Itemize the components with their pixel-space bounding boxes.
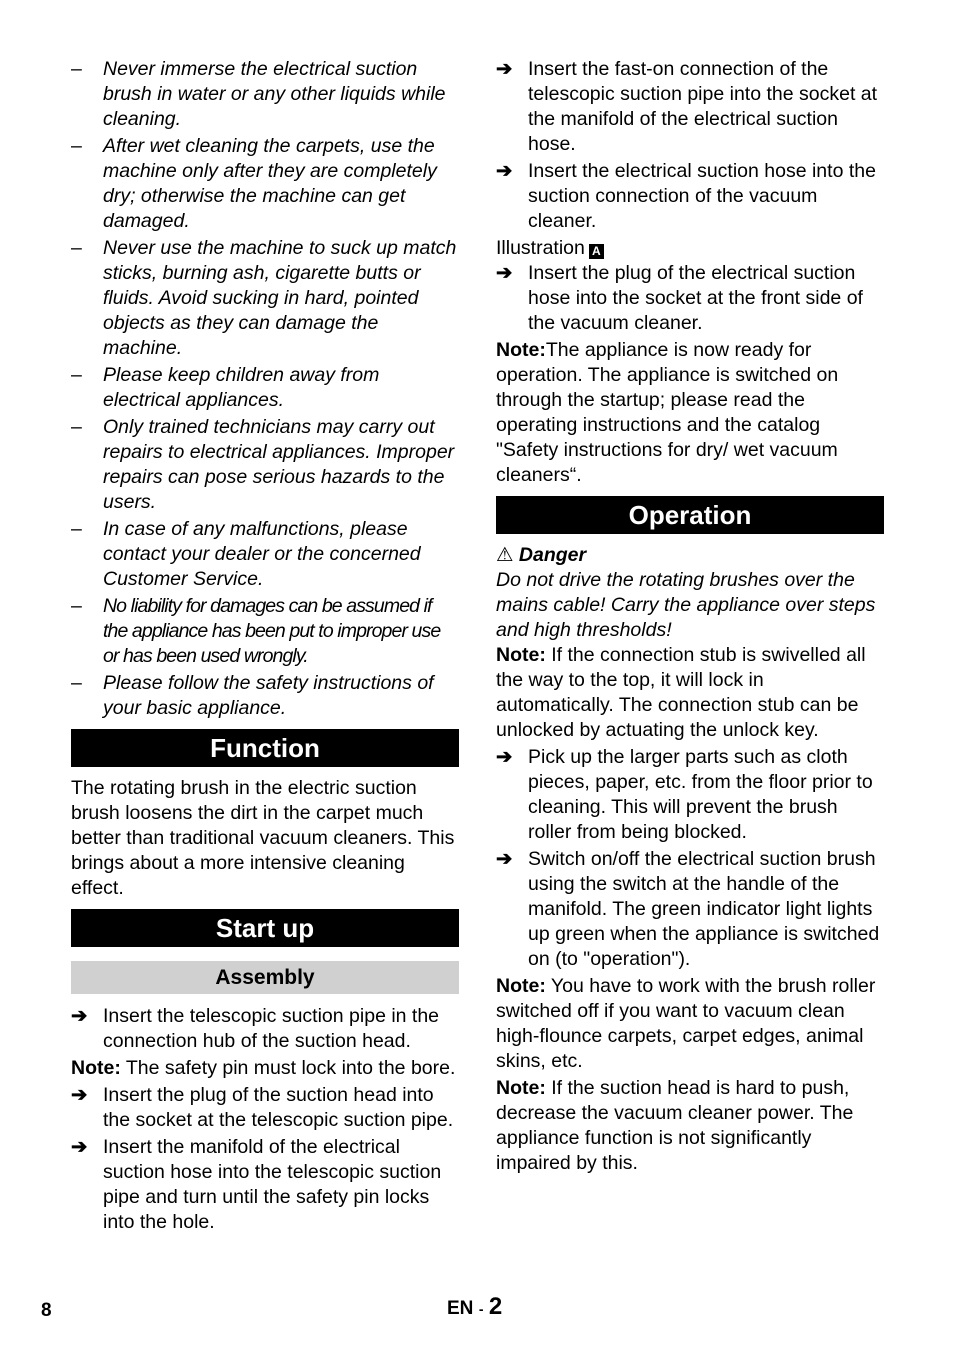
step-item: ➔ Insert the telescopic suction pipe in the connection hub of the suction head. — [71, 1005, 440, 1052]
safety-item: – Please follow the safety instructions of your basic appliance. — [71, 672, 434, 719]
step-item: ➔ Insert the plug of the suction head into the socket at the telescopic suction pipe. — [71, 1084, 454, 1131]
note: Note: If the connection stub is swivelled all the way to the top, it will lock in automatically. The connection stub can be unlocked by actuating the unlock key. — [496, 644, 866, 741]
operation-heading: Operation — [496, 496, 884, 534]
note: Note: If the suction head is hard to push, decrease the vacuum cleaner power. The appliance function is not significantly impaired by this. — [496, 1077, 854, 1174]
step-item: ➔ Insert the fast-on connection of the telescopic suction pipe into the socket at the manifold of the electrical suction hose. — [496, 58, 878, 155]
step-item: ➔ Pick up the larger parts such as cloth pieces, paper, etc. from the floor prior to cleaning. This will prevent the brush roller from being blocked. — [496, 746, 873, 843]
step-item: ➔ Insert the electrical suction hose into the suction connection of the vacuum cleaner. — [496, 160, 876, 232]
safety-item: – Never use the machine to suck up match sticks, burning ash, cigarette butts or fluids. Avoid sucking in hard, pointed objects as they can damage the machine. — [71, 237, 457, 359]
arrow-icon: ➔ — [71, 1005, 88, 1027]
arrow-icon: ➔ — [496, 160, 513, 182]
arrow-icon: ➔ — [71, 1084, 88, 1106]
arrow-icon: ➔ — [496, 848, 513, 870]
arrow-icon: ➔ — [496, 746, 513, 768]
right-column — [496, 57, 884, 1178]
arrow-icon: ➔ — [496, 262, 513, 284]
dash-icon: – — [71, 518, 82, 540]
note: Note:The appliance is now ready for operation. The appliance is switched on through the startup; please read the operating instructions and the catalog "Safety instructions for dry/ wet vacuum cleaners“. — [496, 339, 839, 486]
warning-icon: ⚠ — [496, 544, 514, 566]
section-label: EN - 2 — [447, 1293, 503, 1320]
dash-icon: – — [71, 237, 82, 259]
dash-icon: – — [71, 672, 82, 694]
arrow-icon: ➔ — [71, 1136, 88, 1158]
note: Note: You have to work with the brush roller switched off if you want to vacuum clean high-flounce carpets, carpet edges, animal skins, etc. — [496, 975, 876, 1072]
safety-item: – In case of any malfunctions, please contact your dealer or the concerned Customer Service. — [71, 518, 421, 590]
safety-item: – Only trained technicians may carry out repairs to electrical appliances. Improper repairs can pose serious hazards to the users. — [71, 416, 455, 513]
danger-title: ⚠ Danger — [496, 544, 587, 566]
dash-icon: – — [71, 135, 82, 157]
arrow-icon: ➔ — [496, 58, 513, 80]
illustration-badge: A — [589, 244, 604, 259]
step-item: ➔ Insert the plug of the electrical suction hose into the socket at the front side of the vacuum cleaner. — [496, 262, 863, 334]
dash-icon: – — [71, 364, 82, 386]
assembly-heading: Assembly — [71, 961, 459, 994]
page-number: 8 — [41, 1300, 52, 1321]
left-column — [71, 57, 459, 1237]
dash-icon: – — [71, 595, 82, 617]
dash-icon: – — [71, 416, 82, 438]
step-item: ➔ Switch on/off the electrical suction brush using the switch at the handle of the manifold. The green indicator light lights up green when the appliance is switched on (to "operation"). — [496, 848, 880, 970]
safety-item: – Never immerse the electrical suction brush in water or any other liquids while cleaning. — [71, 58, 446, 130]
startup-heading: Start up — [71, 909, 459, 947]
danger-text: Do not drive the rotating brushes over the mains cable! Carry the appliance over steps and high thresholds! — [496, 569, 876, 641]
safety-item: – No liability for damages can be assumed if the appliance has been put to improper use or has been used wrongly. — [71, 595, 441, 667]
safety-item: – Please keep children away from electrical appliances. — [71, 364, 380, 411]
safety-item: – After wet cleaning the carpets, use the machine only after they are completely dry; otherwise the machine can get damaged. — [71, 135, 437, 232]
function-heading: Function — [71, 729, 459, 767]
note: Note: The safety pin must lock into the bore. — [71, 1057, 456, 1079]
function-text: The rotating brush in the electric suction brush loosens the dirt in the carpet much better than traditional vacuum cleaners. This brings about a more intensive cleaning effect. — [71, 777, 455, 899]
step-item: ➔ Insert the manifold of the electrical suction hose into the telescopic suction pipe and turn until the safety pin locks into the hole. — [71, 1136, 442, 1233]
dash-icon: – — [71, 58, 82, 80]
illustration-ref: Illustration A — [496, 236, 884, 261]
